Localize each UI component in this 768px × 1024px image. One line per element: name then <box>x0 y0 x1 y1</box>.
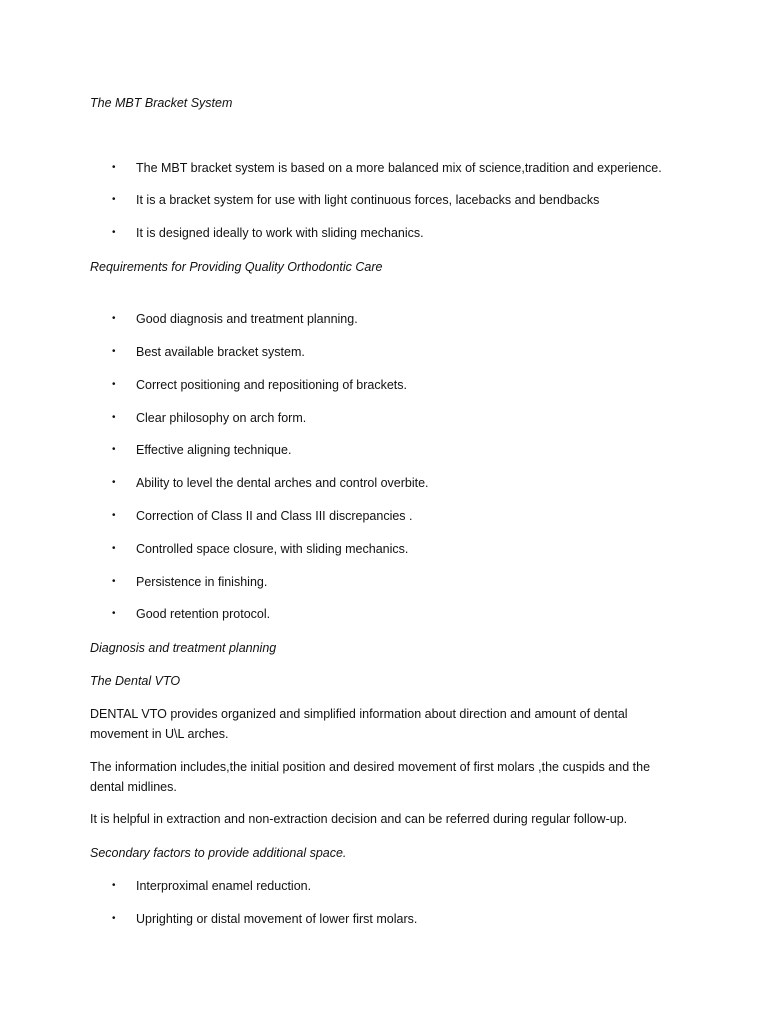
bullet-icon: • <box>112 227 116 238</box>
list-item-text: Persistence in finishing. <box>136 575 268 589</box>
list-item-text: Effective aligning technique. <box>136 443 292 457</box>
paragraph: It is helpful in extraction and non-extraction decision and can be referred during regular follow-up. <box>90 812 628 826</box>
list-item-text: Interproximal enamel reduction. <box>136 879 312 893</box>
list-item-text: Controlled space closure, with sliding mechanics. <box>136 542 409 556</box>
list-item-text: The MBT bracket system is based on a more balanced mix of science,tradition and experience. <box>136 161 662 175</box>
bullet-icon: • <box>112 510 116 521</box>
list-item-text: Ability to level the dental arches and control overbite. <box>136 476 429 490</box>
bullet-icon: • <box>112 543 116 554</box>
list-item-text: Clear philosophy on arch form. <box>136 411 307 425</box>
bullet-icon: • <box>112 379 116 390</box>
heading-diagnosis: Diagnosis and treatment planning <box>90 641 277 655</box>
paragraph: DENTAL VTO provides organized and simplified information about direction and amount of dental movement in U\L arches. <box>90 707 628 741</box>
bullet-icon: • <box>112 346 116 357</box>
list-item-text: It is designed ideally to work with sliding mechanics. <box>136 226 424 240</box>
bullet-icon: • <box>112 412 116 423</box>
bullet-icon: • <box>112 608 116 619</box>
list-item-text: Good retention protocol. <box>136 607 271 621</box>
heading-mbt-bracket-system: The MBT Bracket System <box>90 96 233 110</box>
heading-secondary-factors: Secondary factors to provide additional space. <box>90 846 347 860</box>
list-item-text: Correction of Class II and Class III discrepancies . <box>136 509 413 523</box>
bullet-icon: • <box>112 913 116 924</box>
list-item-text: It is a bracket system for use with light continuous forces, lacebacks and bendbacks <box>136 193 600 207</box>
list-item-text: Correct positioning and repositioning of brackets. <box>136 378 407 392</box>
bullet-icon: • <box>112 194 116 205</box>
bullet-icon: • <box>112 477 116 488</box>
heading-requirements: Requirements for Providing Quality Orthodontic Care <box>90 260 383 274</box>
list-item-text: Uprighting or distal movement of lower first molars. <box>136 912 418 926</box>
list-item-text: Good diagnosis and treatment planning. <box>136 312 358 326</box>
bullet-icon: • <box>112 162 116 173</box>
bullet-icon: • <box>112 880 116 891</box>
bullet-icon: • <box>112 444 116 455</box>
heading-dental-vto: The Dental VTO <box>90 674 181 688</box>
list-item-text: Best available bracket system. <box>136 345 305 359</box>
paragraph: The information includes,the initial position and desired movement of first molars ,the cuspids and the dental midlines. <box>90 760 651 794</box>
bullet-icon: • <box>112 313 116 324</box>
bullet-icon: • <box>112 576 116 587</box>
